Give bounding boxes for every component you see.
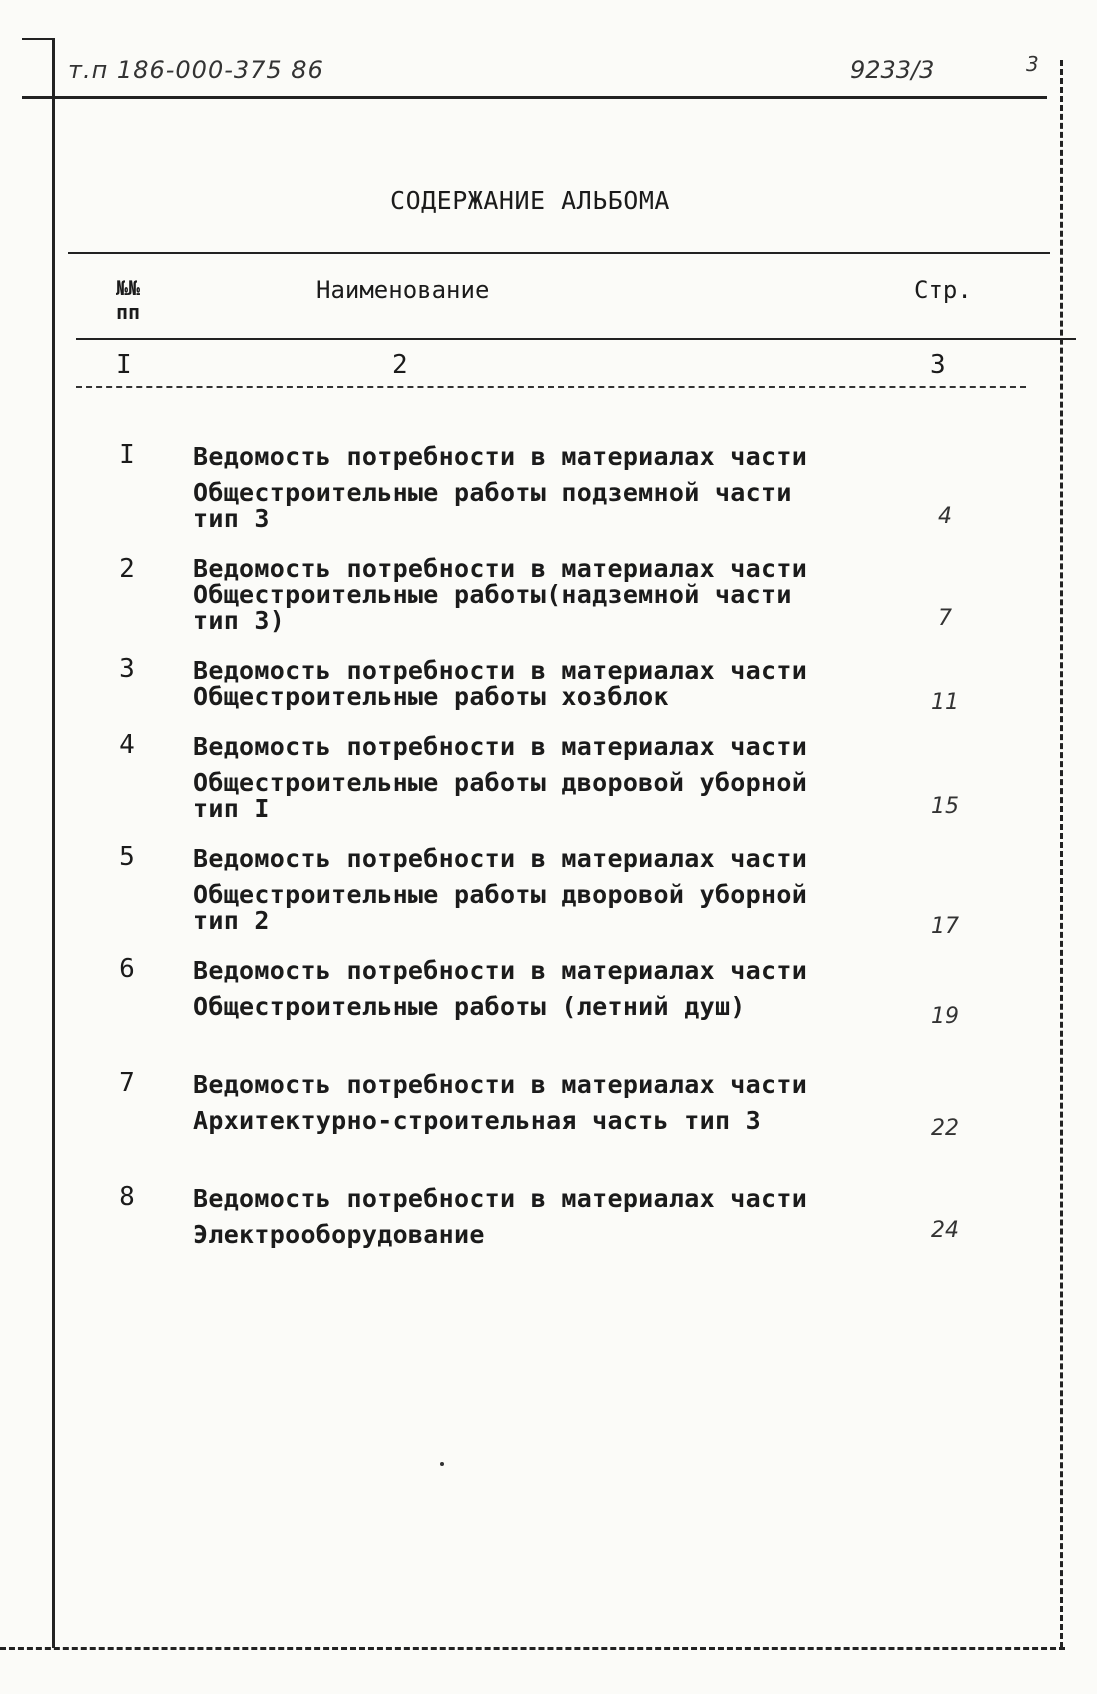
page-title: СОДЕРЖАНИЕ АЛЬБОМА bbox=[390, 186, 670, 215]
frame-line bbox=[52, 38, 55, 1648]
row-title: Ведомость потребности в материалах части Архитектурно-строительная часть тип 3 bbox=[193, 1070, 808, 1135]
row-page: 15 bbox=[931, 794, 959, 819]
row-title: Ведомость потребности в материалах части Электрооборудование bbox=[193, 1184, 808, 1249]
frame-line bbox=[22, 96, 1047, 99]
column-header-page: Стр. bbox=[914, 276, 972, 304]
row-page: 4 bbox=[938, 504, 952, 529]
row-page: 17 bbox=[931, 914, 959, 939]
row-title: Ведомость потребности в материалах части Общестроительные работы хозблок bbox=[193, 656, 808, 711]
header-rule bbox=[76, 386, 1026, 388]
frame-line bbox=[1060, 60, 1063, 1648]
row-number: 6 bbox=[119, 954, 135, 984]
row-number: 3 bbox=[119, 654, 135, 684]
row-title: Ведомость потребности в материалах части Общестроительные работы(надземной части тип 3) bbox=[193, 554, 808, 635]
row-title: Ведомость потребности в материалах части Общестроительные работы дворовой уборной тип 2 bbox=[193, 844, 808, 935]
document-number: 9233/3 bbox=[850, 56, 935, 84]
row-number: 7 bbox=[119, 1068, 135, 1098]
row-number: 4 bbox=[119, 730, 135, 760]
frame-line bbox=[22, 38, 54, 40]
document-code: т.п 186-000-375 86 bbox=[68, 56, 324, 84]
column-number-1: I bbox=[116, 350, 132, 380]
row-number: 8 bbox=[119, 1182, 135, 1212]
table-top-rule bbox=[68, 252, 1050, 254]
column-number-2: 2 bbox=[392, 350, 408, 380]
column-number-3: 3 bbox=[930, 350, 946, 380]
row-title: Ведомость потребности в материалах части Общестроительные работы дворовой уборной тип I bbox=[193, 732, 808, 823]
row-page: 19 bbox=[931, 1004, 959, 1029]
header-rule bbox=[76, 338, 1076, 340]
frame-line bbox=[0, 1647, 1065, 1650]
sheet-number: 3 bbox=[1026, 52, 1039, 76]
column-header-name: Наименование bbox=[316, 276, 490, 304]
column-header-num: №№ пп bbox=[116, 276, 141, 324]
row-page: 24 bbox=[931, 1218, 959, 1243]
row-number: 2 bbox=[119, 554, 135, 584]
row-title: Ведомость потребности в материалах части Общестроительные работы (летний душ) bbox=[193, 956, 808, 1021]
row-number: 5 bbox=[119, 842, 135, 872]
scan-speck bbox=[440, 1462, 444, 1466]
row-page: 11 bbox=[931, 690, 959, 715]
row-title: Ведомость потребности в материалах части Общестроительные работы подземной части тип 3 bbox=[193, 442, 808, 533]
row-page: 22 bbox=[931, 1116, 959, 1141]
row-page: 7 bbox=[938, 606, 952, 631]
row-number: I bbox=[119, 440, 135, 470]
